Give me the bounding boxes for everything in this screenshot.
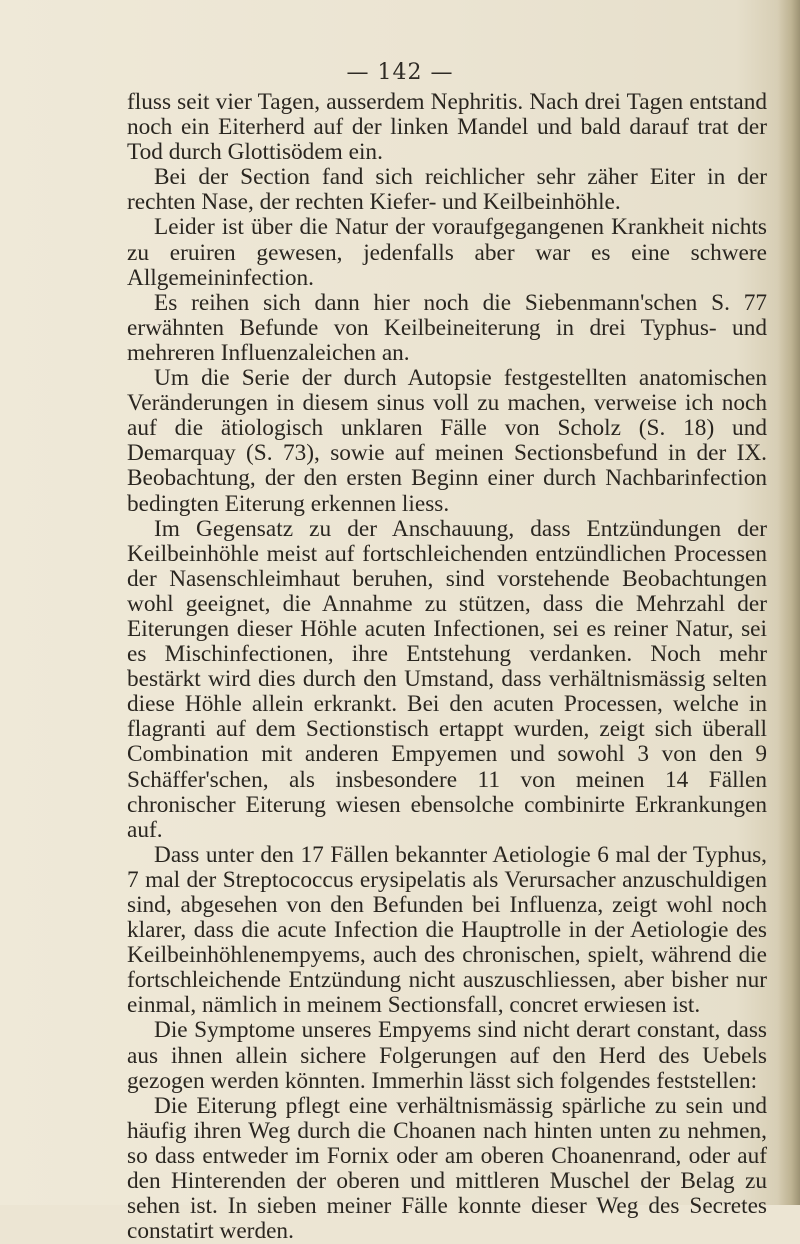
paragraph-1: fluss seit vier Tagen, ausserdem Nephritis. Nach drei Tagen entstand noch ein Eiterherd auf der linken Mandel und bald darauf trat der Tod durch Glottisödem ein. [127,89,767,166]
paragraph-6: Im Gegensatz zu der Anschauung, dass Entzündungen der Keilbeinhöhle meist auf fortschleichenden entzündlichen Processen der Nasenschleimhaut beruhen, sind vorstehende Beobachtungen wohl geeignet, die Annahme zu stützen, dass die Mehrzahl der Eiterungen dieser Höhle acuten Infectionen, sei es reiner Natur, sei es Mischinfectionen, ihre Entstehung verdanken. Noch mehr bestärkt wird dies durch den Umstand, dass verhältnismässig selten diese Höhle allein erkrankt. Bei den acuten Processen, welche in flagranti auf dem Sectionstisch ertappt wurden, zeigt sich überall Combination mit anderen Empyemen und sowohl 3 von den 9 Schäffer'schen, als insbesondere 11 von meinen 14 Fällen chronischer Eiterung wiesen ebensolche combinirte Erkrankungen auf. [127,515,767,843]
paragraph-9: Die Eiterung pflegt eine verhältnismässig spärliche zu sein und häufig ihren Weg durch die Choanen nach hinten unten zu nehmen, so dass entweder im Fornix oder am oberen Choanenrand, oder auf den Hinterenden der oberen und mittleren Muschel der Belag zu sehen ist. In sieben meiner Fälle konnte dieser Weg des Secretes constatirt werden. [127,1092,767,1244]
paragraph-3: Leider ist über die Natur der voraufgegangenen Krankheit nichts zu eruiren gewesen, jedenfalls aber war es eine schwere Allgemeininfection. [127,214,767,291]
paragraph-2: Bei der Section fand sich reichlicher sehr zäher Eiter in der rechten Nase, der rechten Kiefer- und Keilbeinhöhle. [127,164,767,216]
paragraph-8: Die Symptome unseres Empyems sind nicht derart constant, dass aus ihnen allein sichere Folgerungen auf den Herd des Uebels gezogen werden könnten. Immerhin lässt sich folgendes feststellen: [127,1017,767,1094]
paragraph-7: Dass unter den 17 Fällen bekannter Aetiologie 6 mal der Typhus, 7 mal der Streptococcus erysipelatis als Verursacher anzuschuldigen sind, abgesehen von den Befunden bei Influenza, zeigt wohl noch klarer, dass die acute Infection die Hauptrolle in der Aetiologie des Keilbeinhöhlenempyems, auch des chronischen, spielt, während die fortschleichende Entzündung nicht auszuschliessen, aber bisher nur einmal, nämlich in meinem Sectionsfall, concret erwiesen ist. [127,841,767,1019]
paragraph-4: Es reihen sich dann hier noch die Siebenmann'schen S. 77 erwähnten Befunde von Keilbeineiterung in drei Typhus- und mehreren Influenzaleichen an. [127,289,767,366]
page-edge-shadow [778,0,800,1205]
page-number: — 142 — [346,60,454,85]
body-text [127,90,767,1244]
paragraph-5: Um die Serie der durch Autopsie festgestellten anatomischen Veränderungen in diesem sinus voll zu machen, verweise ich noch auf die ätiologisch unklaren Fälle von Scholz (S. 18) und Demarquay (S. 73), sowie auf meinen Sectionsbefund in der IX. Beobachtung, der den ersten Beginn einer durch Nachbarinfection bedingten Eiterung erkennen liess. [127,365,767,517]
